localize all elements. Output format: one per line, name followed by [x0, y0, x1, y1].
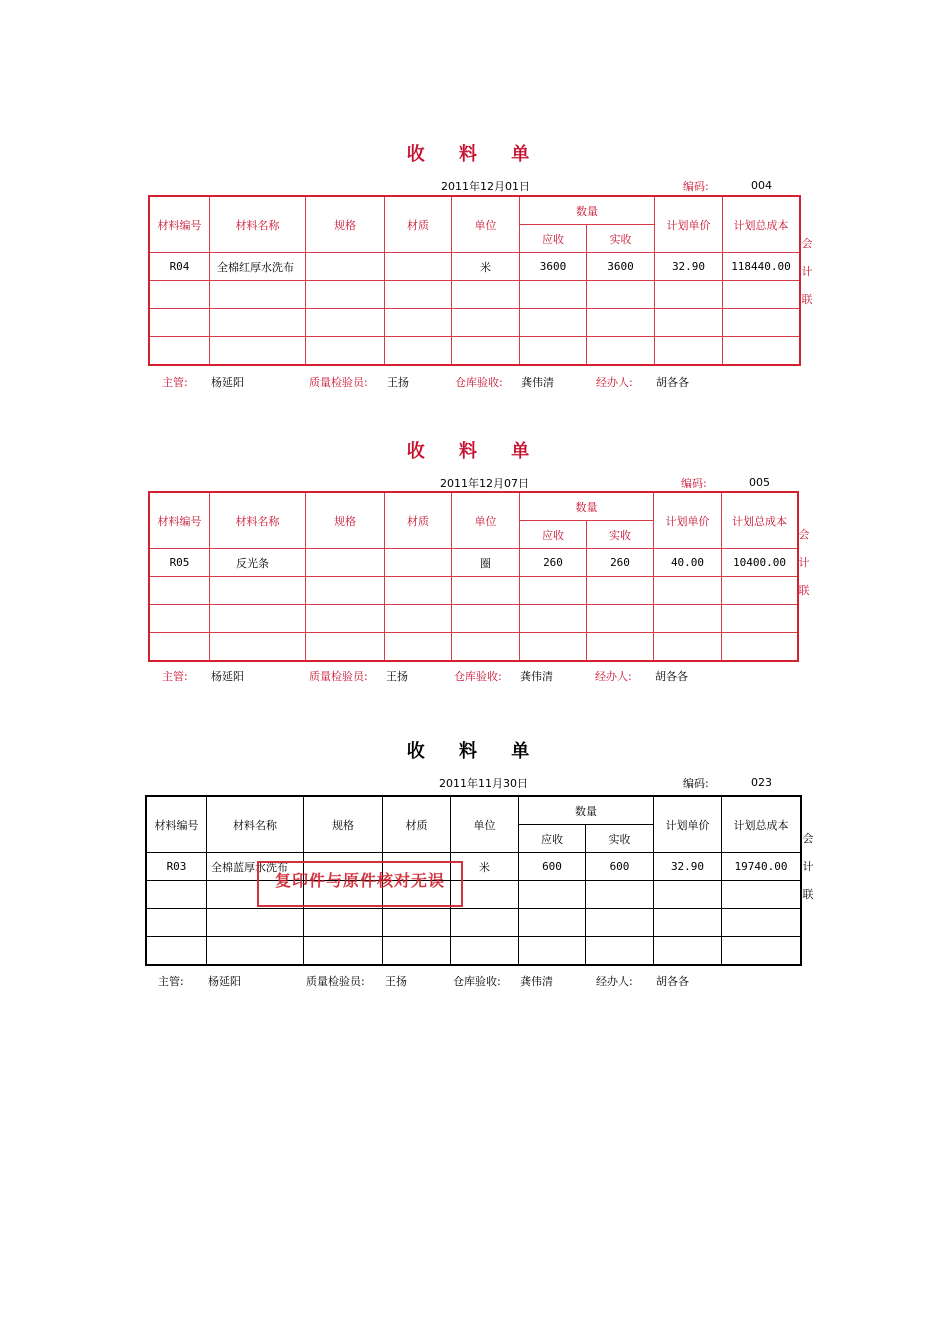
header-total-cost: 计划总成本 — [723, 197, 800, 253]
header-material: 材质 — [383, 797, 451, 853]
name-inspector: 王扬 — [386, 670, 408, 683]
name-handler: 胡各各 — [655, 670, 688, 683]
header-spec: 规格 — [306, 493, 385, 549]
cell-unit: 米 — [451, 853, 519, 881]
header-name: 材料名称 — [207, 797, 304, 853]
name-warehouse: 龚伟清 — [520, 975, 553, 988]
header-spec: 规格 — [304, 797, 383, 853]
cell-code: R04 — [150, 253, 210, 281]
label-handler: 经办人: — [596, 975, 633, 988]
footer — [162, 374, 188, 390]
cell-due: 600 — [519, 853, 586, 881]
cell-due: 260 — [520, 549, 587, 577]
cell-unit: 米 — [452, 253, 520, 281]
name-warehouse: 龚伟清 — [520, 670, 553, 683]
side-label: 会 计 联 — [801, 237, 813, 306]
table-row-empty — [150, 633, 798, 661]
header-name: 材料名称 — [210, 493, 306, 549]
label-handler: 经办人: — [596, 376, 633, 389]
cell-code: R03 — [147, 853, 207, 881]
code-value: 004 — [751, 179, 772, 192]
header-actual: 实收 — [587, 521, 654, 549]
label-warehouse: 仓库验收: — [453, 975, 501, 988]
form-date: 2011年11月30日 — [439, 777, 528, 790]
verification-stamp: 复印件与原件核对无误 — [257, 861, 463, 907]
cell-material — [385, 549, 452, 577]
label-supervisor: 主管: — [158, 975, 184, 988]
cell-unit: 圈 — [452, 549, 520, 577]
header-actual: 实收 — [586, 825, 654, 853]
header-total-cost: 计划总成本 — [722, 493, 798, 549]
header-spec: 规格 — [306, 197, 385, 253]
label-warehouse: 仓库验收: — [455, 376, 503, 389]
table-row-empty — [147, 881, 801, 909]
cell-unit-price: 32.90 — [654, 853, 722, 881]
table-row-empty — [150, 281, 800, 309]
name-supervisor: 杨延阳 — [211, 376, 244, 389]
cell-actual: 600 — [586, 853, 654, 881]
label-handler: 经办人: — [595, 670, 632, 683]
header-material: 材质 — [385, 197, 452, 253]
receipt-form-2 — [0, 437, 950, 697]
label-inspector: 质量检验员: — [306, 975, 365, 988]
code-value: 023 — [751, 776, 772, 789]
cell-code: R05 — [150, 549, 210, 577]
receipt-table — [146, 796, 801, 965]
label-inspector: 质量检验员: — [309, 376, 368, 389]
cell-spec — [306, 253, 385, 281]
table-row-empty — [150, 605, 798, 633]
receipt-form-1 — [0, 140, 950, 400]
table-row — [150, 549, 798, 577]
name-warehouse: 龚伟清 — [521, 376, 554, 389]
table-row-empty — [150, 309, 800, 337]
header-unit-price: 计划单价 — [655, 197, 723, 253]
header-unit-price: 计划单价 — [654, 493, 722, 549]
form-title: 收 料 单 — [406, 441, 544, 462]
receipt-table — [149, 196, 800, 365]
cell-name: 反光条 — [210, 549, 306, 577]
name-supervisor: 杨延阳 — [211, 670, 244, 683]
table-row — [150, 253, 800, 281]
header-due: 应收 — [520, 521, 587, 549]
form-date: 2011年12月07日 — [440, 477, 529, 490]
header-code: 材料编号 — [150, 197, 210, 253]
side-label: 会 计 联 — [802, 832, 814, 901]
label-supervisor: 主管: — [162, 670, 188, 683]
cell-actual: 3600 — [587, 253, 655, 281]
table-row-empty — [150, 577, 798, 605]
table-row-empty — [147, 909, 801, 937]
label-warehouse: 仓库验收: — [454, 670, 502, 683]
cell-total-cost: 118440.00 — [723, 253, 800, 281]
cell-spec — [306, 549, 385, 577]
header-quantity: 数量 — [520, 197, 655, 225]
cell-total-cost: 19740.00 — [722, 853, 801, 881]
code-value: 005 — [749, 476, 770, 489]
form-title: 收 料 单 — [406, 741, 544, 762]
code-label: 编码: — [683, 180, 709, 193]
side-label: 会 计 联 — [798, 528, 810, 597]
cell-material — [385, 253, 452, 281]
header-unit-price: 计划单价 — [654, 797, 722, 853]
header-due: 应收 — [519, 825, 586, 853]
code-label: 编码: — [681, 477, 707, 490]
name-supervisor: 杨延阳 — [208, 975, 241, 988]
cell-unit-price: 32.90 — [655, 253, 723, 281]
header-quantity: 数量 — [520, 493, 654, 521]
cell-total-cost: 10400.00 — [722, 549, 798, 577]
header-material: 材质 — [385, 493, 452, 549]
cell-name: 全棉蓝厚水洗布 — [207, 853, 304, 881]
header-code: 材料编号 — [150, 493, 210, 549]
header-unit: 单位 — [451, 797, 519, 853]
header-total-cost: 计划总成本 — [722, 797, 801, 853]
receipt-form-3 — [0, 737, 950, 997]
cell-unit-price: 40.00 — [654, 549, 722, 577]
name-inspector: 王扬 — [385, 975, 407, 988]
header-name: 材料名称 — [210, 197, 306, 253]
label-supervisor: 主管: — [162, 376, 188, 389]
name-handler: 胡各各 — [656, 975, 689, 988]
name-handler: 胡各各 — [656, 376, 689, 389]
label-inspector: 质量检验员: — [309, 670, 368, 683]
header-quantity: 数量 — [519, 797, 654, 825]
code-label: 编码: — [683, 777, 709, 790]
cell-due: 3600 — [520, 253, 587, 281]
name-inspector: 王扬 — [387, 376, 409, 389]
table-row — [147, 853, 801, 881]
cell-name: 全棉红厚水洗布 — [210, 253, 306, 281]
form-date: 2011年12月01日 — [441, 180, 530, 193]
header-due: 应收 — [520, 225, 587, 253]
header-unit: 单位 — [452, 493, 520, 549]
table-row-empty — [150, 337, 800, 365]
cell-actual: 260 — [587, 549, 654, 577]
form-title: 收 料 单 — [406, 144, 544, 165]
table-row-empty — [147, 937, 801, 965]
receipt-table — [149, 492, 798, 661]
header-code: 材料编号 — [147, 797, 207, 853]
header-actual: 实收 — [587, 225, 655, 253]
header-unit: 单位 — [452, 197, 520, 253]
